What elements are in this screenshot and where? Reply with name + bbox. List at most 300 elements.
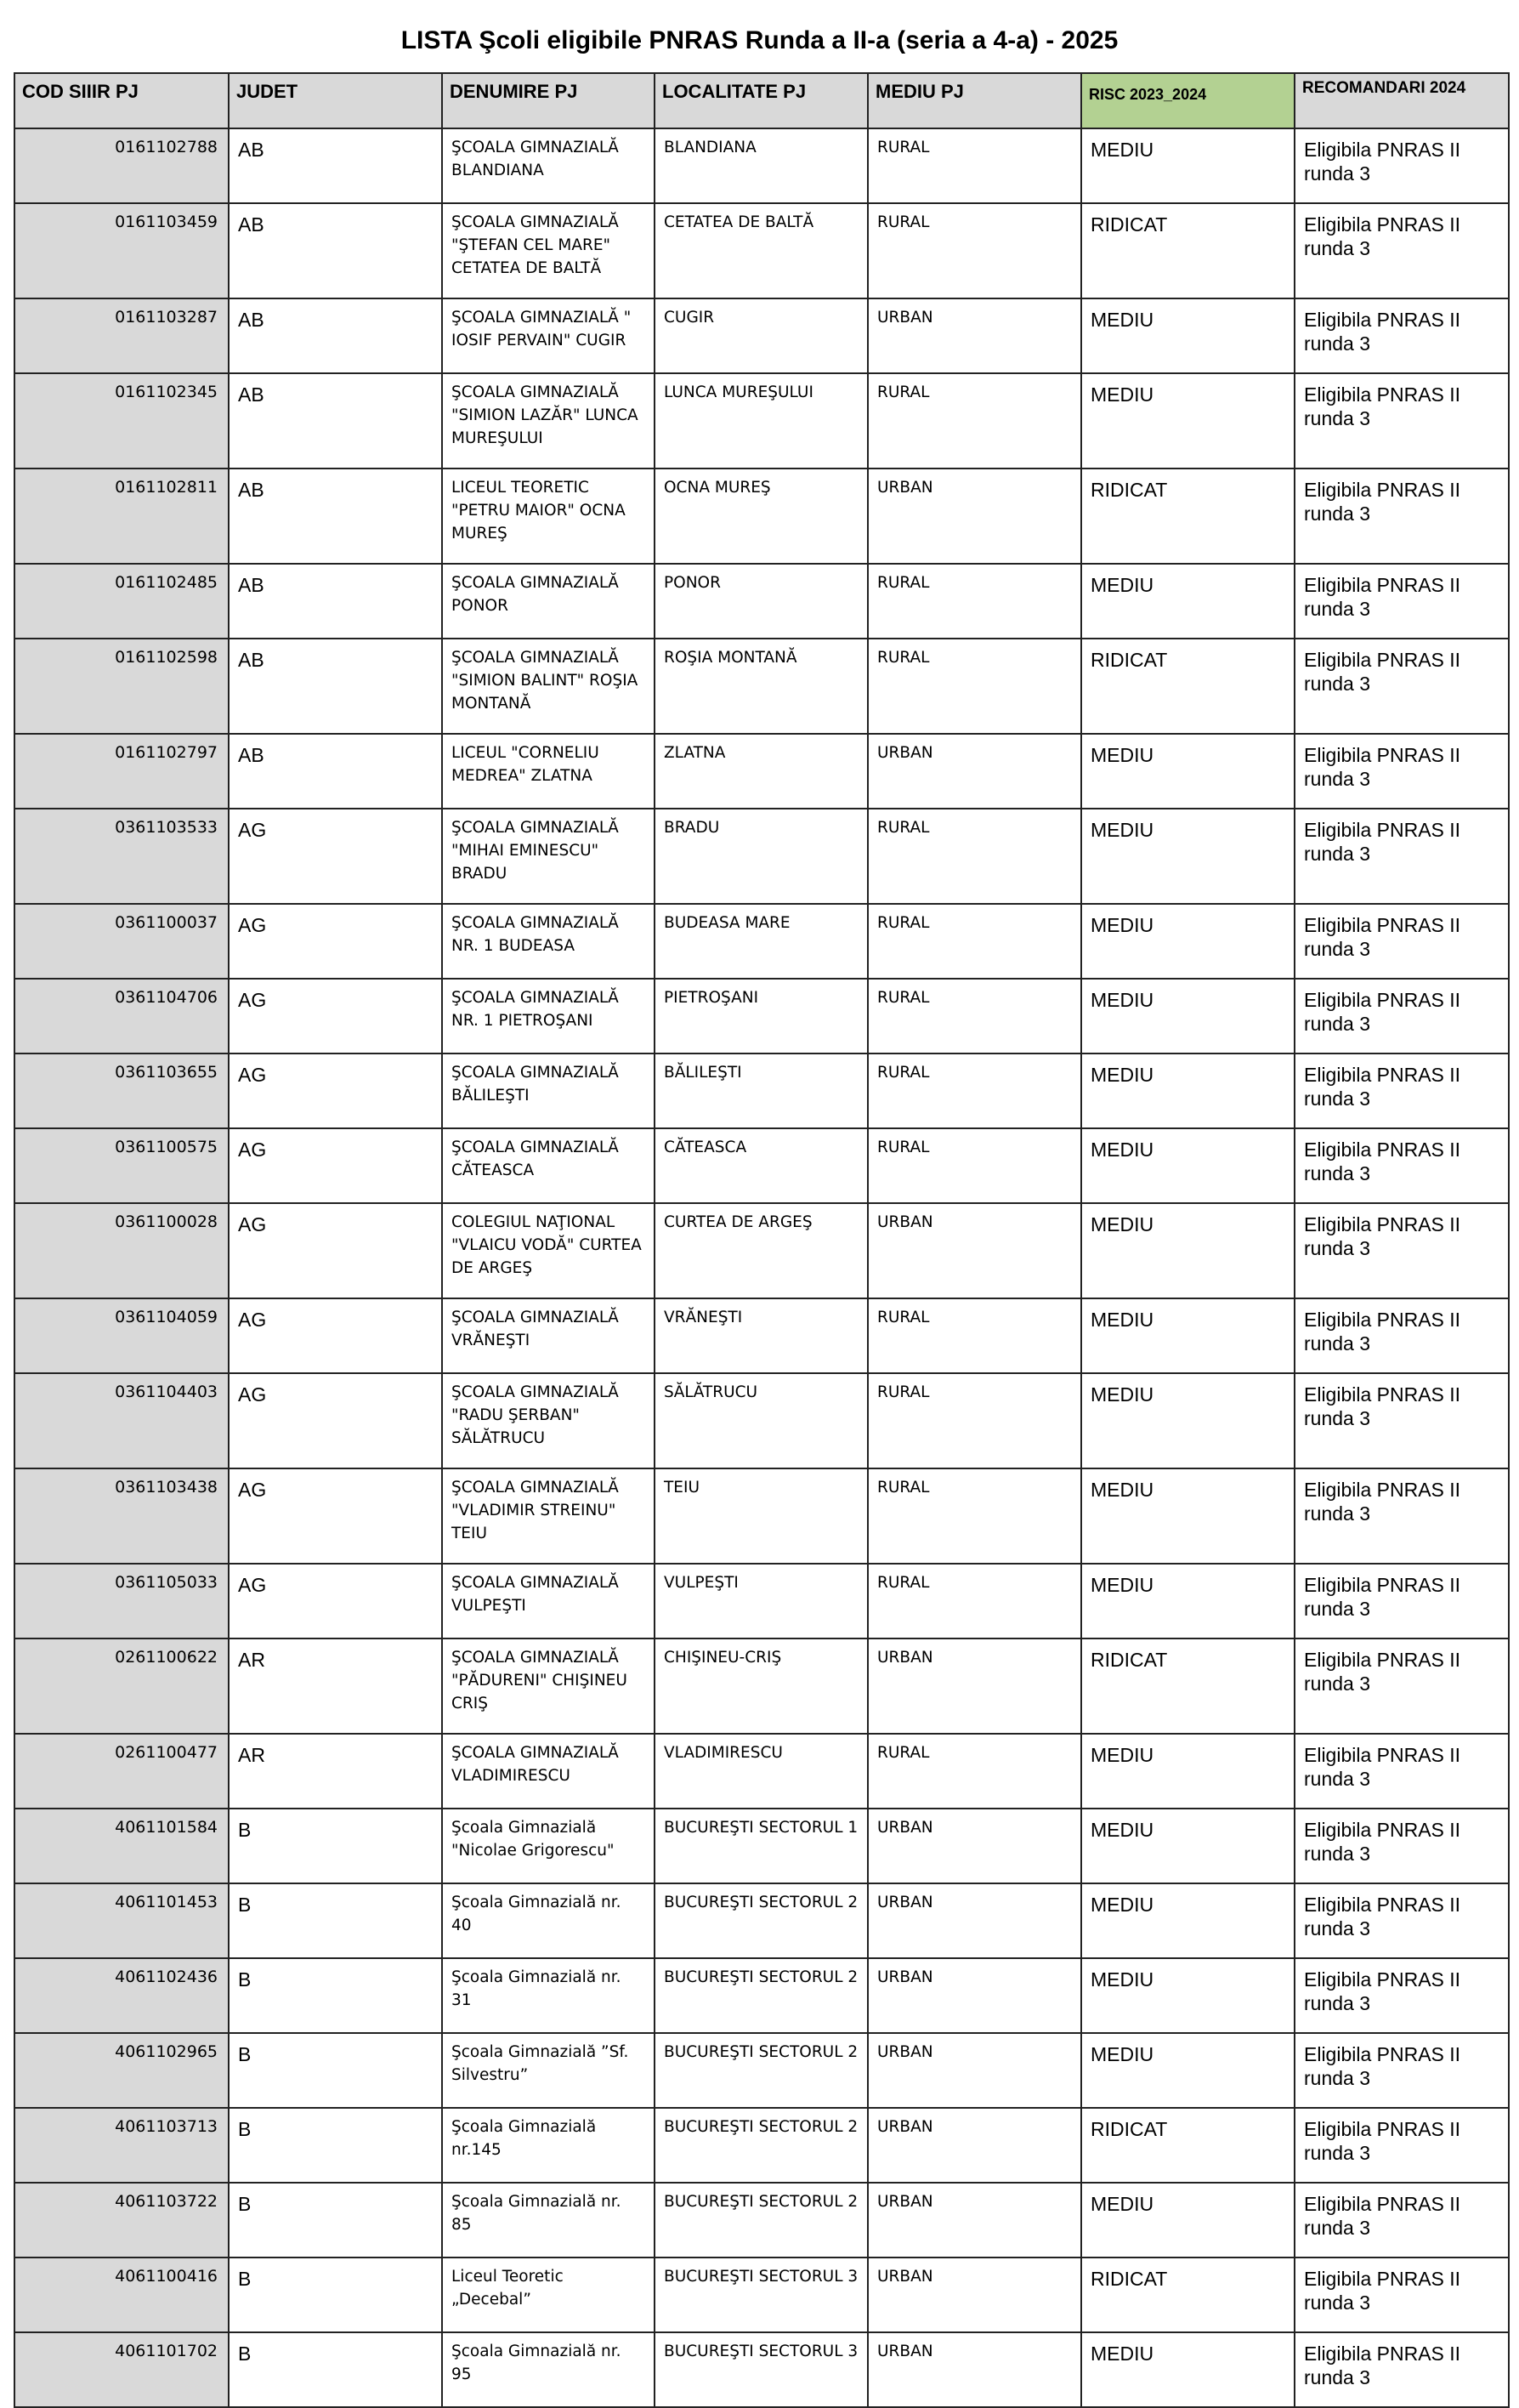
cell-judet	[229, 128, 442, 203]
cell-risc-text: MEDIU	[1091, 1479, 1154, 1501]
cell-recomandari	[1295, 2258, 1509, 2332]
cell-recomandari	[1295, 639, 1509, 734]
cell-localitate-text: OCNA MUREŞ	[664, 479, 771, 497]
cell-denumire-text: ŞCOALA GIMNAZIALĂ BLANDIANA	[451, 139, 619, 179]
table-row	[14, 2258, 1509, 2332]
cell-cod	[14, 2033, 229, 2108]
cell-denumire-text: ŞCOALA GIMNAZIALĂ NR. 1 BUDEASA	[451, 914, 619, 955]
cell-cod	[14, 1373, 229, 1468]
cell-mediu	[868, 1958, 1081, 2033]
cell-localitate-text: CĂTEASCA	[664, 1139, 747, 1156]
cell-risc-text: MEDIU	[1091, 1064, 1154, 1086]
cell-recomandari	[1295, 2183, 1509, 2258]
cell-localitate	[655, 1054, 868, 1128]
cell-recomandari-text: Eligibila PNRAS II runda 3	[1304, 2043, 1461, 2089]
cell-risc	[1081, 979, 1295, 1054]
cell-localitate-text: BUCUREŞTI SECTORUL 2	[664, 1894, 859, 1911]
cell-mediu	[868, 809, 1081, 904]
cell-cod-text: 0361103533	[115, 818, 218, 837]
cell-judet-text: AB	[238, 213, 264, 236]
table-row	[14, 1958, 1509, 2033]
cell-judet	[229, 904, 442, 979]
cell-mediu	[868, 128, 1081, 203]
cell-cod-text: 4061101702	[115, 2342, 218, 2360]
cell-mediu	[868, 469, 1081, 564]
cell-recomandari	[1295, 1883, 1509, 1958]
cell-judet	[229, 2033, 442, 2108]
cell-judet-text: B	[238, 2268, 252, 2290]
header-denumire: DENUMIRE PJ	[442, 73, 655, 128]
cell-denumire-text: ŞCOALA GIMNAZIALĂ BĂLILEŞTI	[451, 1064, 619, 1105]
cell-recomandari-text: Eligibila PNRAS II runda 3	[1304, 383, 1461, 429]
cell-cod	[14, 1958, 229, 2033]
cell-mediu-text: RURAL	[877, 914, 930, 932]
cell-judet-text: AB	[238, 649, 264, 671]
cell-recomandari	[1295, 2108, 1509, 2183]
table-row	[14, 1203, 1509, 1298]
cell-denumire-text: ŞCOALA GIMNAZIALĂ " IOSIF PERVAIN" CUGIR	[451, 309, 632, 349]
cell-cod	[14, 298, 229, 373]
cell-mediu-text: URBAN	[877, 1213, 933, 1231]
header-cod: COD SIIIR PJ	[14, 73, 229, 128]
cell-mediu-text: RURAL	[877, 1744, 930, 1762]
cell-localitate	[655, 1203, 868, 1298]
cell-denumire-text: ŞCOALA GIMNAZIALĂ "MIHAI EMINESCU" BRADU	[451, 819, 619, 883]
cell-risc-text: RIDICAT	[1091, 1649, 1168, 1671]
cell-localitate	[655, 1638, 868, 1734]
cell-judet	[229, 1054, 442, 1128]
cell-denumire	[442, 1298, 655, 1373]
cell-mediu-text: RURAL	[877, 1574, 930, 1592]
cell-recomandari	[1295, 2033, 1509, 2108]
cell-localitate	[655, 809, 868, 904]
cell-localitate	[655, 2332, 868, 2407]
cell-judet-text: AB	[238, 383, 264, 406]
cell-denumire-text: Şcoala Gimnazială nr. 85	[451, 2193, 621, 2234]
cell-cod	[14, 469, 229, 564]
cell-risc	[1081, 1128, 1295, 1203]
cell-cod	[14, 1298, 229, 1373]
cell-cod-text: 0161102811	[115, 478, 218, 497]
cell-mediu-text: URBAN	[877, 479, 933, 497]
cell-denumire	[442, 1734, 655, 1809]
cell-localitate	[655, 2033, 868, 2108]
cell-recomandari-text: Eligibila PNRAS II runda 3	[1304, 2118, 1461, 2164]
cell-localitate-text: LUNCA MUREŞULUI	[664, 383, 813, 401]
cell-risc-text: RIDICAT	[1091, 649, 1168, 671]
cell-mediu	[868, 1054, 1081, 1128]
cell-judet-text: AG	[238, 819, 267, 841]
cell-recomandari	[1295, 1809, 1509, 1883]
cell-denumire	[442, 373, 655, 469]
cell-cod-text: 0261100622	[115, 1648, 218, 1667]
cell-judet-text: AG	[238, 1574, 267, 1596]
table-row	[14, 1468, 1509, 1564]
cell-risc	[1081, 1373, 1295, 1468]
cell-judet	[229, 1883, 442, 1958]
cell-localitate	[655, 1298, 868, 1373]
table-row	[14, 564, 1509, 639]
cell-mediu-text: RURAL	[877, 1064, 930, 1082]
cell-localitate	[655, 1468, 868, 1564]
cell-cod	[14, 203, 229, 298]
cell-mediu-text: RURAL	[877, 139, 930, 156]
cell-risc	[1081, 373, 1295, 469]
cell-risc	[1081, 1883, 1295, 1958]
cell-localitate	[655, 734, 868, 809]
cell-denumire-text: Şcoala Gimnazială ”Sf. Silvestru”	[451, 2043, 629, 2084]
header-risc: RISC 2023_2024	[1081, 73, 1295, 128]
cell-risc	[1081, 2108, 1295, 2183]
cell-recomandari-text: Eligibila PNRAS II runda 3	[1304, 2193, 1461, 2239]
cell-risc-text: MEDIU	[1091, 819, 1154, 841]
cell-localitate-text: PIETROŞANI	[664, 989, 759, 1007]
cell-localitate-text: CETATEA DE BALTĂ	[664, 213, 814, 231]
cell-recomandari-text: Eligibila PNRAS II runda 3	[1304, 914, 1461, 960]
cell-cod-text: 0361105033	[115, 1573, 218, 1592]
schools-table	[14, 72, 1510, 2408]
table-row	[14, 979, 1509, 1054]
cell-localitate-text: BUCUREŞTI SECTORUL 1	[664, 1819, 859, 1837]
cell-cod	[14, 2183, 229, 2258]
cell-risc-text: RIDICAT	[1091, 2118, 1168, 2140]
cell-risc-text: MEDIU	[1091, 574, 1154, 596]
cell-localitate-text: BUDEASA MARE	[664, 914, 791, 932]
cell-denumire	[442, 734, 655, 809]
cell-cod	[14, 1809, 229, 1883]
cell-judet	[229, 734, 442, 809]
cell-risc	[1081, 469, 1295, 564]
cell-recomandari-text: Eligibila PNRAS II runda 3	[1304, 1819, 1461, 1865]
cell-denumire-text: ŞCOALA GIMNAZIALĂ PONOR	[451, 574, 619, 615]
cell-mediu-text: URBAN	[877, 1968, 933, 1986]
cell-judet	[229, 1298, 442, 1373]
cell-denumire-text: Şcoala Gimnazială nr. 40	[451, 1894, 621, 1934]
cell-recomandari-text: Eligibila PNRAS II runda 3	[1304, 649, 1461, 695]
cell-risc	[1081, 1734, 1295, 1809]
cell-recomandari-text: Eligibila PNRAS II runda 3	[1304, 1139, 1461, 1184]
cell-risc	[1081, 734, 1295, 809]
cell-mediu-text: URBAN	[877, 2043, 933, 2061]
cell-mediu-text: RURAL	[877, 1139, 930, 1156]
cell-risc-text: RIDICAT	[1091, 213, 1168, 236]
cell-localitate-text: TEIU	[664, 1479, 700, 1496]
cell-denumire	[442, 469, 655, 564]
cell-mediu	[868, 564, 1081, 639]
cell-localitate-text: BLANDIANA	[664, 139, 757, 156]
cell-localitate-text: BUCUREŞTI SECTORUL 3	[664, 2343, 859, 2360]
cell-judet	[229, 1128, 442, 1203]
cell-denumire-text: Şcoala Gimnazială "Nicolae Grigorescu"	[451, 1819, 615, 1860]
cell-judet-text: B	[238, 2343, 252, 2365]
cell-risc	[1081, 1809, 1295, 1883]
cell-denumire	[442, 1373, 655, 1468]
cell-denumire	[442, 2033, 655, 2108]
cell-denumire-text: Şcoala Gimnazială nr. 31	[451, 1968, 621, 2009]
cell-cod-text: 0361103655	[115, 1063, 218, 1082]
cell-cod	[14, 639, 229, 734]
cell-localitate-text: BUCUREŞTI SECTORUL 2	[664, 2193, 859, 2211]
cell-cod-text: 0161102797	[115, 743, 218, 762]
cell-cod	[14, 128, 229, 203]
cell-recomandari	[1295, 1128, 1509, 1203]
cell-risc	[1081, 1958, 1295, 2033]
cell-cod-text: 4061102965	[115, 2042, 218, 2061]
cell-denumire	[442, 1054, 655, 1128]
cell-cod	[14, 809, 229, 904]
cell-recomandari-text: Eligibila PNRAS II runda 3	[1304, 1383, 1461, 1429]
cell-judet-text: AG	[238, 1383, 267, 1406]
cell-cod-text: 0261100477	[115, 1743, 218, 1762]
cell-risc-text: MEDIU	[1091, 2043, 1154, 2065]
cell-risc-text: MEDIU	[1091, 1309, 1154, 1331]
cell-risc-text: MEDIU	[1091, 139, 1154, 161]
cell-cod-text: 0161103459	[115, 213, 218, 231]
cell-denumire	[442, 639, 655, 734]
cell-judet	[229, 1373, 442, 1468]
cell-localitate-text: VLADIMIRESCU	[664, 1744, 783, 1762]
cell-risc-text: MEDIU	[1091, 1139, 1154, 1161]
cell-denumire-text: Şcoala Gimnazială nr. 95	[451, 2343, 621, 2383]
table-row	[14, 1564, 1509, 1638]
cell-judet-text: AG	[238, 1309, 267, 1331]
cell-risc	[1081, 1564, 1295, 1638]
cell-cod	[14, 1468, 229, 1564]
cell-recomandari-text: Eligibila PNRAS II runda 3	[1304, 744, 1461, 790]
cell-cod-text: 0361103438	[115, 1478, 218, 1496]
cell-recomandari-text: Eligibila PNRAS II runda 3	[1304, 1479, 1461, 1525]
cell-cod-text: 0161102598	[115, 648, 218, 667]
cell-judet-text: B	[238, 1819, 252, 1841]
cell-mediu-text: RURAL	[877, 649, 930, 667]
cell-judet	[229, 2258, 442, 2332]
cell-mediu	[868, 2183, 1081, 2258]
cell-denumire	[442, 904, 655, 979]
cell-recomandari	[1295, 734, 1509, 809]
cell-cod-text: 0361100575	[115, 1138, 218, 1156]
cell-judet	[229, 469, 442, 564]
cell-localitate-text: VULPEŞTI	[664, 1574, 739, 1592]
cell-recomandari-text: Eligibila PNRAS II runda 3	[1304, 2343, 1461, 2388]
cell-cod-text: 4061101584	[115, 1818, 218, 1837]
table-row	[14, 1883, 1509, 1958]
cell-denumire-text: ŞCOALA GIMNAZIALĂ CĂTEASCA	[451, 1139, 619, 1179]
cell-localitate-text: ZLATNA	[664, 744, 726, 762]
cell-denumire	[442, 1638, 655, 1734]
cell-denumire	[442, 2183, 655, 2258]
cell-localitate	[655, 1809, 868, 1883]
cell-denumire	[442, 298, 655, 373]
cell-recomandari	[1295, 1468, 1509, 1564]
cell-recomandari-text: Eligibila PNRAS II runda 3	[1304, 1064, 1461, 1110]
cell-judet-text: AR	[238, 1649, 265, 1671]
cell-denumire	[442, 979, 655, 1054]
cell-mediu-text: URBAN	[877, 2268, 933, 2286]
cell-cod	[14, 1564, 229, 1638]
cell-cod	[14, 2332, 229, 2407]
cell-denumire-text: Şcoala Gimnazială nr.145	[451, 2118, 597, 2159]
cell-risc	[1081, 639, 1295, 734]
cell-cod-text: 0361104059	[115, 1308, 218, 1326]
cell-localitate	[655, 2258, 868, 2332]
cell-risc-text: MEDIU	[1091, 1968, 1154, 1991]
cell-mediu-text: URBAN	[877, 1819, 933, 1837]
cell-risc-text: MEDIU	[1091, 989, 1154, 1011]
cell-denumire-text: ŞCOALA GIMNAZIALĂ "PĂDURENI" CHIŞINEU CRIŞ	[451, 1649, 627, 1712]
cell-judet	[229, 2108, 442, 2183]
cell-mediu-text: URBAN	[877, 1894, 933, 1911]
cell-recomandari	[1295, 469, 1509, 564]
cell-risc-text: MEDIU	[1091, 309, 1154, 331]
cell-judet-text: B	[238, 2193, 252, 2215]
header-judet: JUDET	[229, 73, 442, 128]
cell-mediu-text: RURAL	[877, 574, 930, 592]
cell-risc	[1081, 128, 1295, 203]
cell-cod-text: 4061103713	[115, 2117, 218, 2136]
cell-cod-text: 4061103722	[115, 2192, 218, 2211]
cell-risc	[1081, 2258, 1295, 2332]
page-title: LISTA Şcoli eligibile PNRAS Runda a II-a (seria a 4-a) - 2025	[400, 26, 1119, 54]
cell-localitate	[655, 2108, 868, 2183]
cell-judet-text: AB	[238, 309, 264, 331]
cell-risc-text: MEDIU	[1091, 1574, 1154, 1596]
cell-denumire-text: ŞCOALA GIMNAZIALĂ "ŞTEFAN CEL MARE" CETATEA DE BALTĂ	[451, 213, 619, 277]
table-row	[14, 203, 1509, 298]
cell-denumire	[442, 1203, 655, 1298]
cell-localitate-text: BĂLILEŞTI	[664, 1064, 742, 1082]
cell-localitate	[655, 2183, 868, 2258]
cell-recomandari-text: Eligibila PNRAS II runda 3	[1304, 1894, 1461, 1939]
cell-judet	[229, 1203, 442, 1298]
table-row	[14, 639, 1509, 734]
cell-denumire-text: ŞCOALA GIMNAZIALĂ "SIMION LAZĂR" LUNCA MUREŞULUI	[451, 383, 638, 447]
cell-cod-text: 0161102345	[115, 383, 218, 401]
cell-localitate-text: BUCUREŞTI SECTORUL 2	[664, 2118, 859, 2136]
cell-denumire	[442, 809, 655, 904]
cell-denumire-text: ŞCOALA GIMNAZIALĂ VULPEŞTI	[451, 1574, 619, 1615]
cell-judet	[229, 373, 442, 469]
cell-localitate-text: CHIŞINEU-CRIŞ	[664, 1649, 782, 1667]
cell-localitate	[655, 128, 868, 203]
cell-judet	[229, 1468, 442, 1564]
header-recomandari: RECOMANDARI 2024	[1295, 73, 1509, 128]
cell-judet-text: AG	[238, 1213, 267, 1235]
cell-mediu-text: RURAL	[877, 213, 930, 231]
cell-localitate	[655, 203, 868, 298]
cell-localitate	[655, 1128, 868, 1203]
table-row	[14, 1298, 1509, 1373]
table-row	[14, 298, 1509, 373]
cell-judet	[229, 1734, 442, 1809]
cell-recomandari-text: Eligibila PNRAS II runda 3	[1304, 139, 1461, 185]
cell-denumire	[442, 1564, 655, 1638]
cell-recomandari-text: Eligibila PNRAS II runda 3	[1304, 213, 1461, 259]
cell-judet-text: AG	[238, 1139, 267, 1161]
cell-risc	[1081, 1468, 1295, 1564]
cell-localitate-text: SĂLĂTRUCU	[664, 1383, 758, 1401]
cell-cod-text: 0361104706	[115, 988, 218, 1007]
cell-localitate-text: CUGIR	[664, 309, 715, 327]
cell-mediu-text: RURAL	[877, 1479, 930, 1496]
cell-recomandari	[1295, 1373, 1509, 1468]
cell-cod	[14, 1128, 229, 1203]
cell-recomandari-text: Eligibila PNRAS II runda 3	[1304, 479, 1461, 525]
cell-judet-text: AR	[238, 1744, 265, 1766]
cell-mediu-text: RURAL	[877, 383, 930, 401]
cell-judet-text: AG	[238, 1479, 267, 1501]
cell-mediu	[868, 1564, 1081, 1638]
cell-localitate-text: BUCUREŞTI SECTORUL 3	[664, 2268, 859, 2286]
cell-judet-text: B	[238, 2118, 252, 2140]
cell-mediu	[868, 2033, 1081, 2108]
cell-mediu	[868, 1809, 1081, 1883]
cell-cod	[14, 1203, 229, 1298]
table-row	[14, 904, 1509, 979]
cell-cod-text: 0361100037	[115, 913, 218, 932]
cell-risc-text: MEDIU	[1091, 1383, 1154, 1406]
cell-judet	[229, 203, 442, 298]
cell-recomandari	[1295, 1298, 1509, 1373]
cell-cod	[14, 904, 229, 979]
cell-recomandari-text: Eligibila PNRAS II runda 3	[1304, 1744, 1461, 1790]
table-row	[14, 734, 1509, 809]
cell-judet	[229, 1809, 442, 1883]
cell-localitate	[655, 469, 868, 564]
cell-judet	[229, 2183, 442, 2258]
cell-risc-text: MEDIU	[1091, 744, 1154, 766]
cell-localitate	[655, 1373, 868, 1468]
cell-cod-text: 0161102485	[115, 573, 218, 592]
cell-mediu	[868, 1468, 1081, 1564]
table-row	[14, 2033, 1509, 2108]
table-row	[14, 1734, 1509, 1809]
cell-judet	[229, 979, 442, 1054]
cell-mediu-text: URBAN	[877, 2118, 933, 2136]
cell-localitate	[655, 979, 868, 1054]
cell-denumire-text: LICEUL TEORETIC "PETRU MAIOR" OCNA MUREŞ	[451, 479, 626, 542]
cell-denumire-text: COLEGIUL NAŢIONAL "VLAICU VODĂ" CURTEA DE ARGEŞ	[451, 1213, 642, 1277]
header-localitate: LOCALITATE PJ	[655, 73, 868, 128]
cell-risc	[1081, 1298, 1295, 1373]
cell-recomandari-text: Eligibila PNRAS II runda 3	[1304, 1309, 1461, 1354]
cell-mediu-text: RURAL	[877, 989, 930, 1007]
cell-recomandari	[1295, 809, 1509, 904]
cell-risc	[1081, 1638, 1295, 1734]
cell-denumire	[442, 2258, 655, 2332]
cell-denumire	[442, 2332, 655, 2407]
cell-judet-text: B	[238, 1968, 252, 1991]
cell-denumire	[442, 1128, 655, 1203]
cell-judet	[229, 1564, 442, 1638]
cell-mediu-text: URBAN	[877, 309, 933, 327]
cell-judet-text: AB	[238, 139, 264, 161]
cell-denumire	[442, 1809, 655, 1883]
cell-cod	[14, 734, 229, 809]
cell-judet-text: AG	[238, 914, 267, 936]
cell-cod	[14, 1734, 229, 1809]
cell-denumire	[442, 2108, 655, 2183]
cell-recomandari	[1295, 373, 1509, 469]
cell-judet-text: B	[238, 2043, 252, 2065]
cell-cod	[14, 1054, 229, 1128]
cell-cod-text: 4061102436	[115, 1968, 218, 1986]
cell-risc-text: MEDIU	[1091, 1744, 1154, 1766]
header-mediu: MEDIU PJ	[868, 73, 1081, 128]
cell-mediu	[868, 1734, 1081, 1809]
cell-mediu	[868, 1638, 1081, 1734]
cell-risc	[1081, 203, 1295, 298]
cell-mediu-text: RURAL	[877, 819, 930, 837]
